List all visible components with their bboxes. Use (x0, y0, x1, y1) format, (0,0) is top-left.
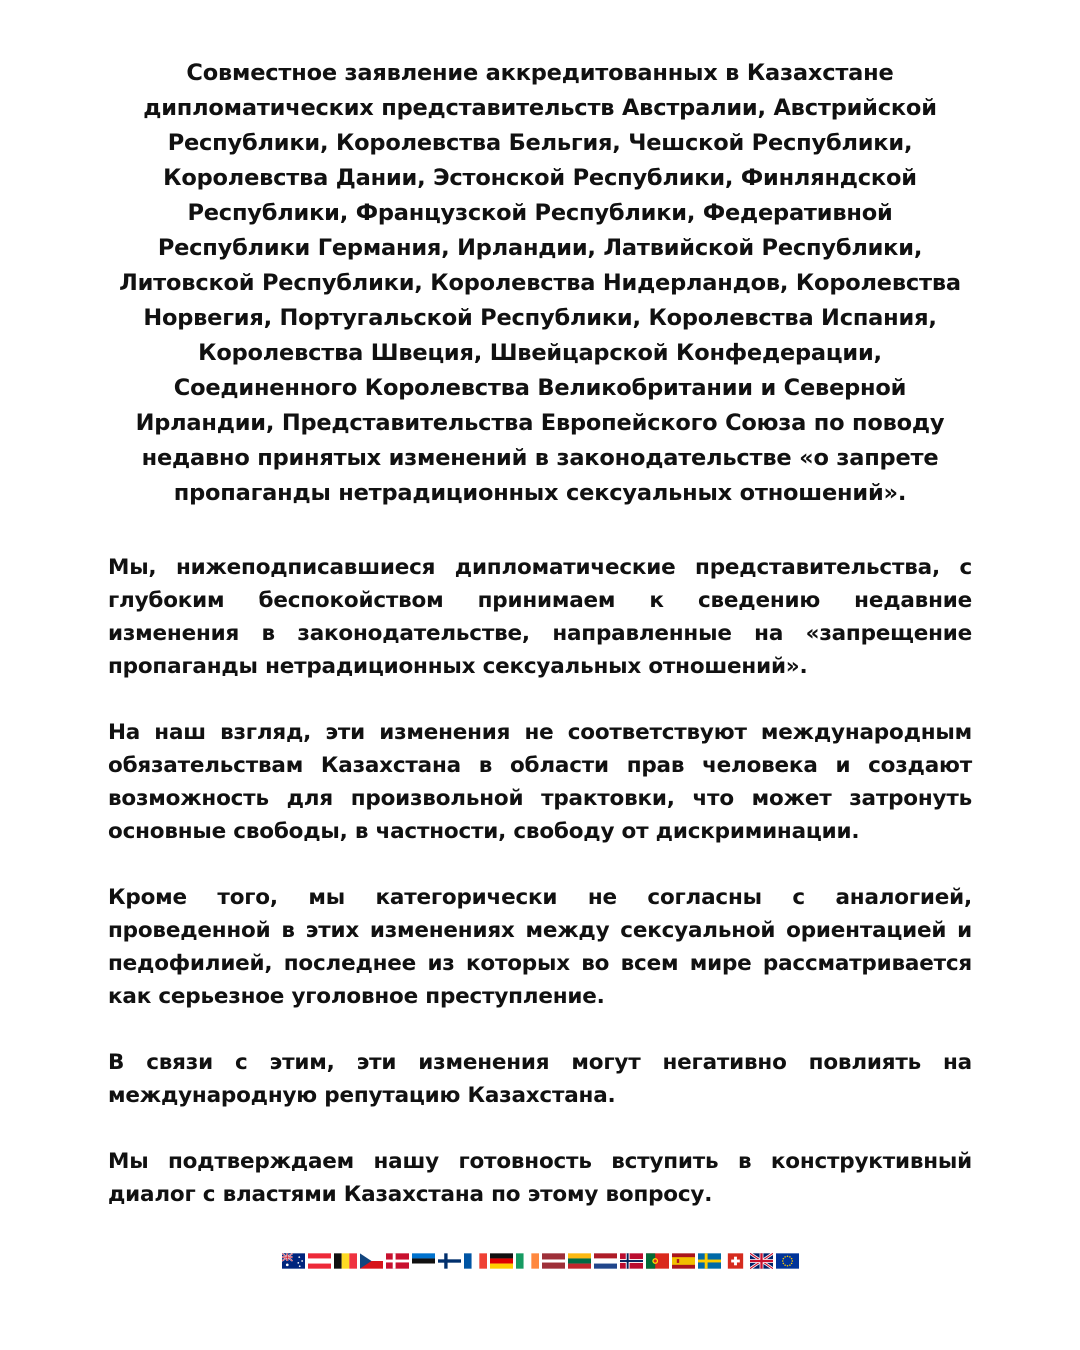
germany-flag-icon (490, 1253, 513, 1269)
lithuania-flag-icon (568, 1253, 591, 1269)
ireland-flag-icon (516, 1253, 539, 1269)
finland-flag-icon (438, 1253, 461, 1269)
paragraph-obligations: На наш взгляд, эти изменения не соответствуют международным обязательствам Казахстана в области прав человека и создают возможность для произвольной трактовки, что может затронуть основные свободы, в частности, свободу от дискриминации. (108, 720, 972, 844)
eu-flag-icon (776, 1253, 799, 1269)
austria-flag-icon (308, 1253, 331, 1269)
denmark-flag-icon (386, 1253, 409, 1269)
sweden-flag-icon (698, 1253, 721, 1269)
czech-flag-icon (360, 1253, 383, 1269)
flag-row (0, 1253, 1080, 1271)
uk-flag-icon (750, 1253, 773, 1269)
france-flag-icon (464, 1253, 487, 1269)
paragraph-analogy: Кроме того, мы категорически не согласны с аналогией, проведенной в этих изменениях между сексуальной ориентацией и педофилией, последнее из которых во всем мире рассматривается как серьезное уголовное преступление. (108, 885, 972, 1009)
paragraph-reputation: В связи с этим, эти изменения могут негативно повлиять на международную репутацию Казахстана. (108, 1050, 972, 1108)
statement-title: Совместное заявление аккредитованных в Казахстане дипломатических представительств Австралии, Австрийской Республики, Королевства Бельгия, Чешской Республики, Королевства Дании, Эстонской Республики, Финляндской Республики, Французской Республики, Федеративной Республики Германия, Ирландии, Латвийской Республики, Литовской Республики, Королевства Нидерландов, Королевства Норвегия, Португальской Республики, Королевства Испания, Королевства Швеция, Швейцарской Конфедерации, Соединенного Королевства Великобритании и Северной Ирландии, Представительства Европейского Союза по поводу недавно принятых изменений в законодательстве «о запрете пропаганды нетрадиционных сексуальных отношений». (119, 60, 961, 506)
estonia-flag-icon (412, 1253, 435, 1269)
latvia-flag-icon (542, 1253, 565, 1269)
switzerland-flag-icon (724, 1253, 747, 1269)
spain-flag-icon (672, 1253, 695, 1269)
belgium-flag-icon (334, 1253, 357, 1269)
norway-flag-icon (620, 1253, 643, 1269)
netherlands-flag-icon (594, 1253, 617, 1269)
portugal-flag-icon (646, 1253, 669, 1269)
statement-document (108, 56, 972, 1244)
paragraph-concern: Мы, нижеподписавшиеся дипломатические представительства, с глубоким беспокойством принимаем к сведению недавние изменения в законодательстве, направленные на «запрещение пропаганды нетрадиционных сексуальных отношений». (108, 555, 972, 679)
paragraph-dialogue: Мы подтверждаем нашу готовность вступить в конструктивный диалог с властями Казахстана по этому вопросу. (108, 1149, 972, 1207)
australia-flag-icon (282, 1253, 305, 1269)
